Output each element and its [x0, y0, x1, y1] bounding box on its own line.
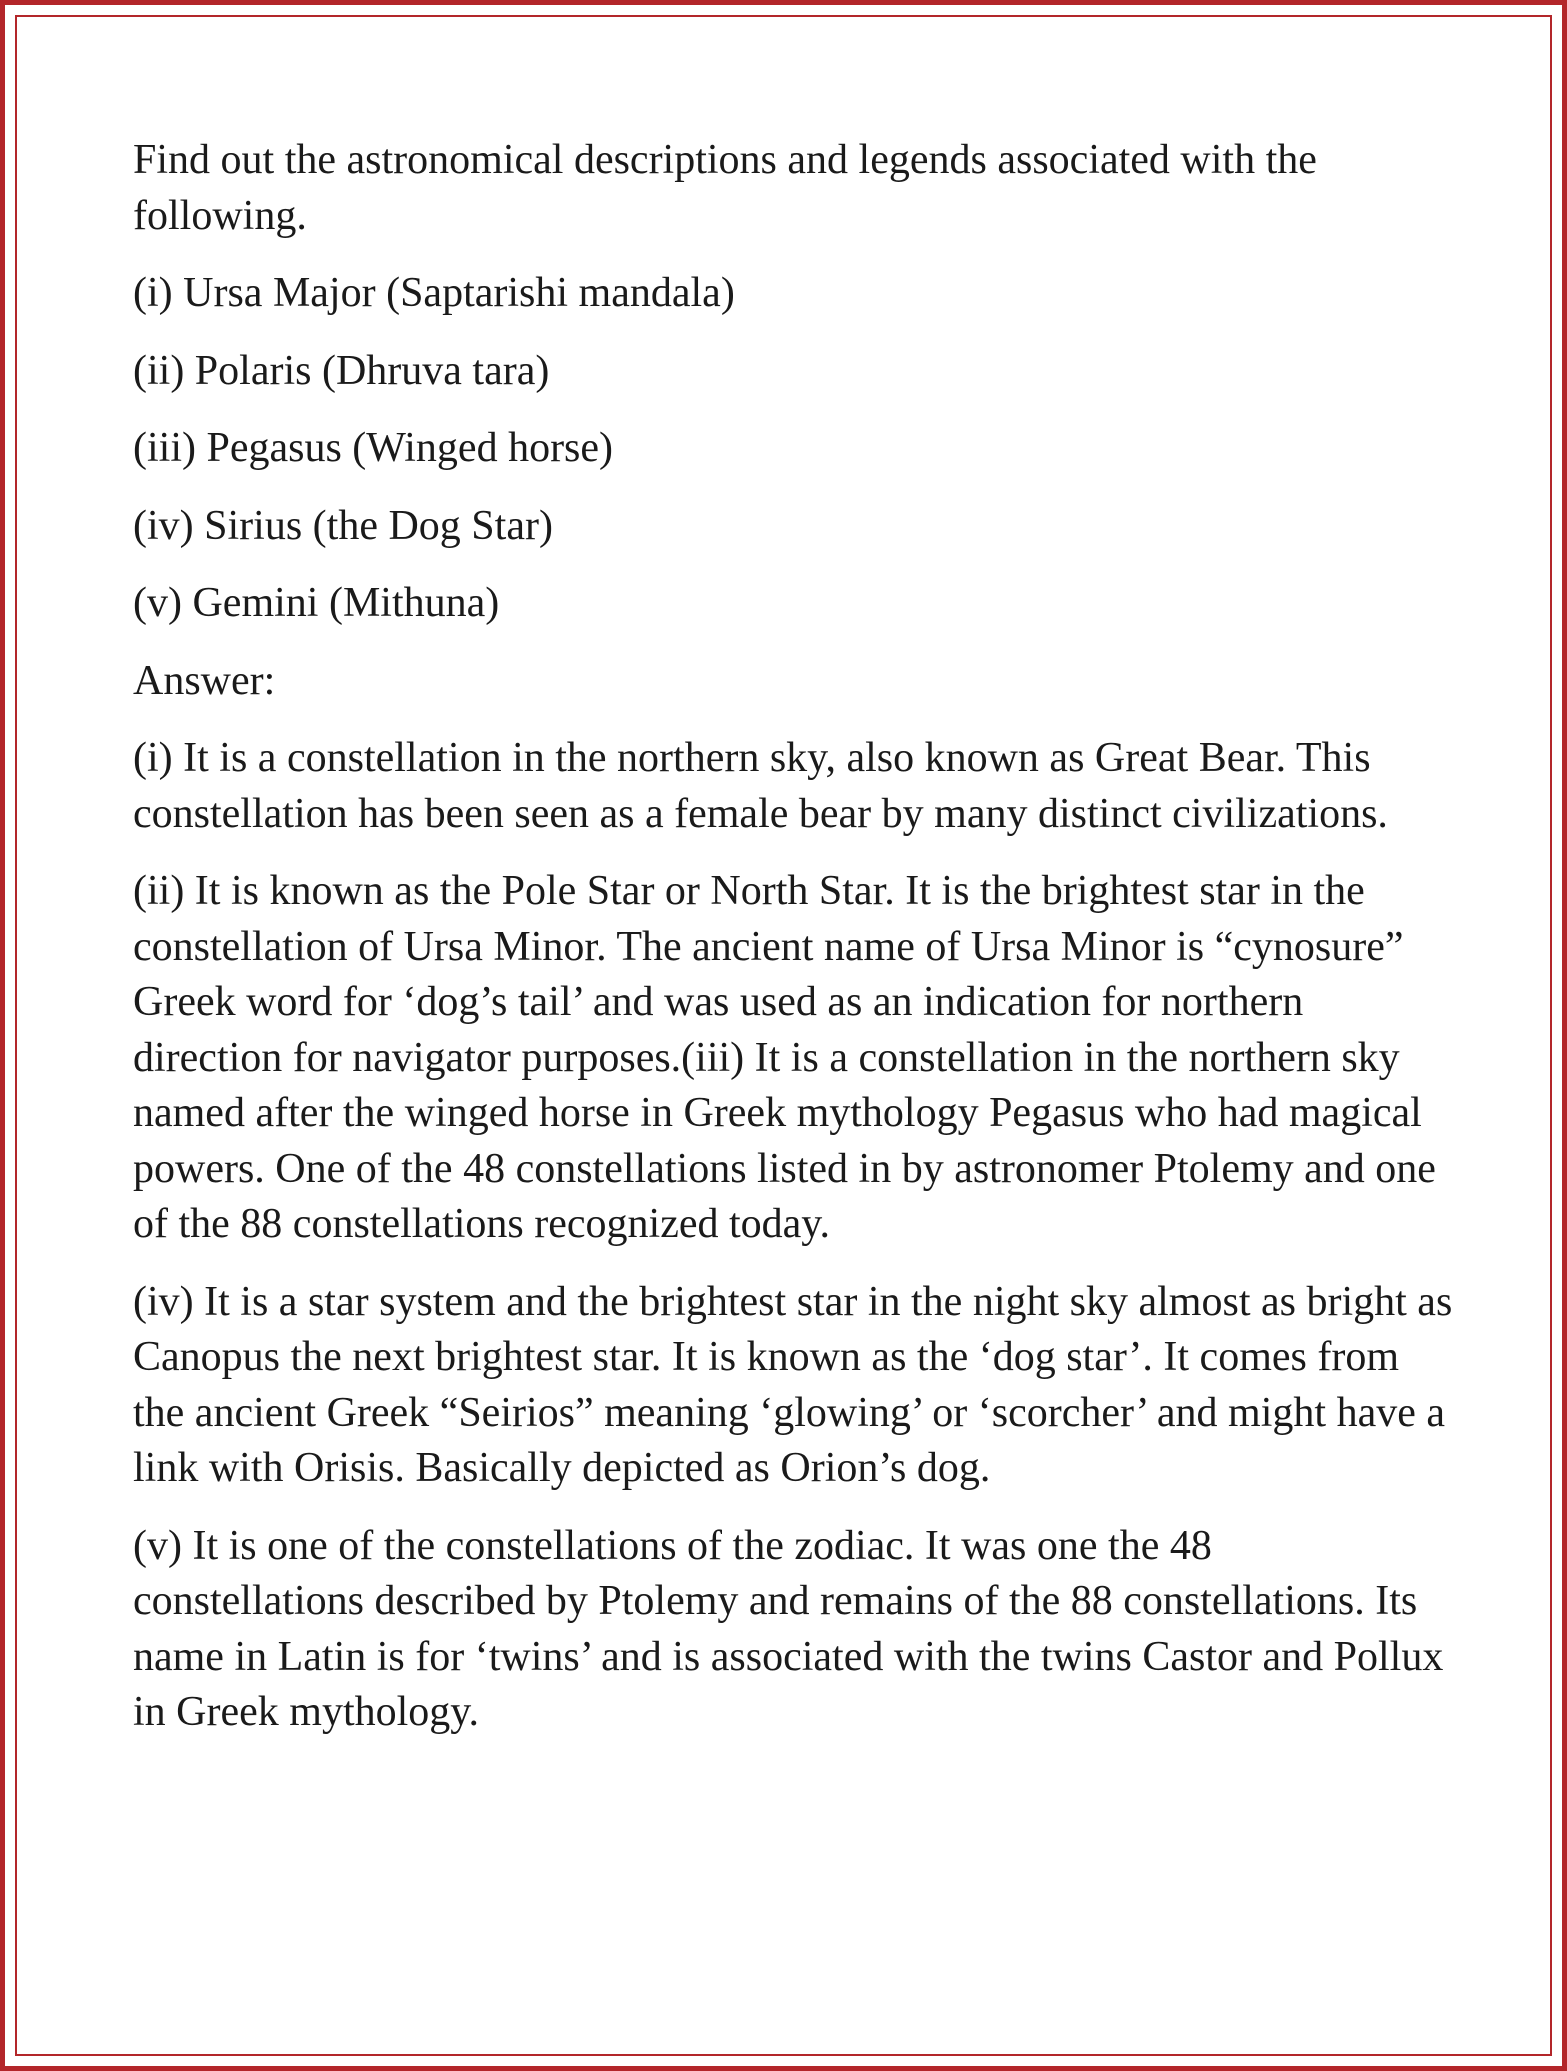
answer-paragraph: (iv) It is a star system and the brightest star in the night sky almost as bright as Canopus the next brightest star. It is known as the ‘dog star’. It comes from the ancient Greek “Seirios” meaning ‘glowing’ or ‘scorcher’ and might have a link with Orisis. Basically depicted as Orion’s dog. [133, 1278, 1453, 1491]
answer-label: Answer: [133, 657, 276, 704]
question-prompt: Find out the astronomical descriptions and legends associated with the following. [133, 137, 1317, 239]
question-item: (iv) Sirius (the Dog Star) [133, 502, 553, 549]
answer-paragraph: (v) It is one of the constellations of the zodiac. It was one the 48 constellations described by Ptolemy and remains of the 88 constellations. Its name in Latin is for ‘twins’ and is associated with the twins Castor and Pollux in Greek mythology. [133, 1522, 1444, 1735]
question-item: (v) Gemini (Mithuna) [133, 580, 500, 626]
answer-paragraph: (ii) It is known as the Pole Star or North Star. It is the brightest star in the constellation of Ursa Minor. The ancient name of Ursa Minor is “cynosure” Greek word for ‘dog’s tail’ and was used as an indication for northern direction for navigator purposes.(iii) It is a constellation in the northern sky named after the winged horse in Greek mythology Pegasus who had magical powers. One of the 48 constellations listed in by astronomer Ptolemy and one of the 88 constellations recognized today. [133, 868, 1436, 1247]
question-item: (iii) Pegasus (Winged horse) [133, 425, 614, 471]
question-item: (ii) Polaris (Dhruva tara) [133, 347, 550, 394]
answer-paragraph: (i) It is a constellation in the northern sky, also known as Great Bear. This constellation has been seen as a female bear by many distinct civilizations. [133, 735, 1388, 837]
question-item: (i) Ursa Major (Saptarishi mandala) [133, 270, 735, 316]
document-body [133, 133, 1453, 1763]
